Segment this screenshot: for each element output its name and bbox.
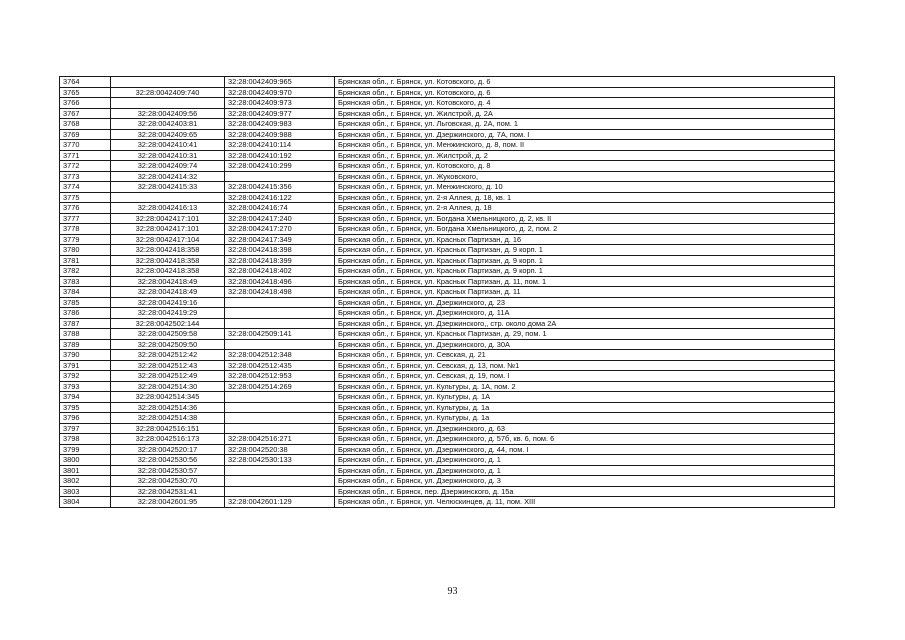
address-cell: Брянская обл., г. Брянск, ул. Дзержинского, д. 3 (335, 476, 835, 487)
table-row (60, 308, 835, 319)
row-number-cell: 3781 (60, 255, 111, 266)
object-cadastral-number-cell: 32:28:0042417:349 (225, 234, 335, 245)
object-cadastral-number-cell: 32:28:0042418:402 (225, 266, 335, 277)
row-number-cell: 3799 (60, 444, 111, 455)
row-number-cell: 3767 (60, 108, 111, 119)
object-cadastral-number-cell: 32:28:0042410:299 (225, 161, 335, 172)
address-cell: Брянская обл., г. Брянск, ул. Богдана Хмельницкого, д. 2, пом. 2 (335, 224, 835, 235)
cadastral-number-cell: 32:28:0042414:32 (111, 171, 225, 182)
cadastral-number-cell: 32:28:0042417:104 (111, 234, 225, 245)
table-row (60, 150, 835, 161)
object-cadastral-number-cell: 32:28:0042512:435 (225, 360, 335, 371)
address-cell: Брянская обл., г. Брянск, ул. Котовского, д. 8 (335, 161, 835, 172)
row-number-cell: 3773 (60, 171, 111, 182)
row-number-cell: 3782 (60, 266, 111, 277)
object-cadastral-number-cell (225, 465, 335, 476)
address-cell: Брянская обл., г. Брянск, ул. Дзержинского, д. 11А (335, 308, 835, 319)
object-cadastral-number-cell: 32:28:0042409:973 (225, 98, 335, 109)
table-row (60, 266, 835, 277)
object-cadastral-number-cell (225, 402, 335, 413)
cadastral-number-cell: 32:28:0042514:36 (111, 402, 225, 413)
object-cadastral-number-cell: 32:28:0042514:269 (225, 381, 335, 392)
object-cadastral-number-cell: 32:28:0042410:192 (225, 150, 335, 161)
object-cadastral-number-cell (225, 476, 335, 487)
object-cadastral-number-cell: 32:28:0042416:74 (225, 203, 335, 214)
cadastral-number-cell: 32:28:0042509:58 (111, 329, 225, 340)
cadastral-number-cell: 32:28:0042516:173 (111, 434, 225, 445)
address-cell: Брянская обл., г. Брянск, ул. Менжинского, д. 8, пом. II (335, 140, 835, 151)
table-row (60, 255, 835, 266)
row-number-cell: 3769 (60, 129, 111, 140)
address-cell: Брянская обл., г. Брянск, ул. Котовского, д. 6 (335, 87, 835, 98)
cadastral-number-cell: 32:28:0042417:101 (111, 224, 225, 235)
cadastral-number-cell: 32:28:0042416:13 (111, 203, 225, 214)
address-cell: Брянская обл., г. Брянск, ул. Дзержинского, д. 44, пом. I (335, 444, 835, 455)
row-number-cell: 3797 (60, 423, 111, 434)
table-row (60, 423, 835, 434)
address-cell: Брянская обл., г. Брянск, ул. Севская, д. 13, пом. №1 (335, 360, 835, 371)
cadastral-number-cell: 32:28:0042409:65 (111, 129, 225, 140)
row-number-cell: 3780 (60, 245, 111, 256)
table-row (60, 486, 835, 497)
table-row (60, 161, 835, 172)
address-cell: Брянская обл., г. Брянск, ул. Красных Партизан, д. 29, пом. 1 (335, 329, 835, 340)
row-number-cell: 3774 (60, 182, 111, 193)
table-row (60, 98, 835, 109)
row-number-cell: 3792 (60, 371, 111, 382)
address-cell: Брянская обл., г. Брянск, ул. Культуры, д. 1А, пом. 2 (335, 381, 835, 392)
cadastral-number-cell: 32:28:0042418:358 (111, 266, 225, 277)
table-row (60, 77, 835, 88)
cadastral-number-cell: 32:28:0042418:49 (111, 287, 225, 298)
cadastral-number-cell: 32:28:0042419:29 (111, 308, 225, 319)
object-cadastral-number-cell: 32:28:0042512:348 (225, 350, 335, 361)
table-row (60, 350, 835, 361)
table-row (60, 129, 835, 140)
cadastral-number-cell (111, 77, 225, 88)
object-cadastral-number-cell: 32:28:0042415:356 (225, 182, 335, 193)
cadastral-number-cell: 32:28:0042530:57 (111, 465, 225, 476)
address-cell: Брянская обл., г. Брянск, ул. Котовского, д. 6 (335, 77, 835, 88)
row-number-cell: 3795 (60, 402, 111, 413)
address-cell: Брянская обл., г. Брянск, ул. Красных Партизан, д. 11 (335, 287, 835, 298)
row-number-cell: 3784 (60, 287, 111, 298)
object-cadastral-number-cell: 32:28:0042409:977 (225, 108, 335, 119)
object-cadastral-number-cell: 32:28:0042418:399 (225, 255, 335, 266)
address-cell: Брянская обл., г. Брянск, ул. Культуры, д. 1а (335, 413, 835, 424)
cadastral-number-cell (111, 192, 225, 203)
address-cell: Брянская обл., г. Брянск, ул. Севская, д. 21 (335, 350, 835, 361)
object-cadastral-number-cell: 32:28:0042516:271 (225, 434, 335, 445)
object-cadastral-number-cell: 32:28:0042409:988 (225, 129, 335, 140)
cadastral-number-cell: 32:28:0042520:17 (111, 444, 225, 455)
row-number-cell: 3787 (60, 318, 111, 329)
address-cell: Брянская обл., г. Брянск, ул. Менжинского, д. 10 (335, 182, 835, 193)
object-cadastral-number-cell: 32:28:0042509:141 (225, 329, 335, 340)
row-number-cell: 3771 (60, 150, 111, 161)
table-row (60, 119, 835, 130)
address-cell: Брянская обл., г. Брянск, ул. Челюскинцев, д. 11, пом. XIII (335, 497, 835, 508)
object-cadastral-number-cell (225, 486, 335, 497)
table-row (60, 140, 835, 151)
cadastral-number-cell: 32:28:0042419:16 (111, 297, 225, 308)
table-row (60, 497, 835, 508)
address-cell: Брянская обл., г. Брянск, ул. Льговская, д. 2А, пом. 1 (335, 119, 835, 130)
row-number-cell: 3785 (60, 297, 111, 308)
address-cell: Брянская обл., г. Брянск, ул. Дзержинского, д. 57б, кв. 6, пом. 6 (335, 434, 835, 445)
address-cell: Брянская обл., г. Брянск, ул. Красных Партизан, д. 16 (335, 234, 835, 245)
cadastral-number-cell: 32:28:0042514:38 (111, 413, 225, 424)
cadastral-number-cell: 32:28:0042409:56 (111, 108, 225, 119)
table-row (60, 234, 835, 245)
row-number-cell: 3783 (60, 276, 111, 287)
object-cadastral-number-cell: 32:28:0042530:133 (225, 455, 335, 466)
table-row (60, 455, 835, 466)
cadastral-number-cell: 32:28:0042514:345 (111, 392, 225, 403)
table-row (60, 276, 835, 287)
cadastral-number-cell: 32:28:0042514:30 (111, 381, 225, 392)
table-row (60, 287, 835, 298)
address-cell: Брянская обл., г. Брянск, ул. 2-я Аллея, д. 18, кв. 1 (335, 192, 835, 203)
row-number-cell: 3789 (60, 339, 111, 350)
object-cadastral-number-cell (225, 392, 335, 403)
table-row (60, 434, 835, 445)
address-cell: Брянская обл., г. Брянск, ул. Богдана Хмельницкого, д. 2, кв. II (335, 213, 835, 224)
table-row (60, 87, 835, 98)
row-number-cell: 3779 (60, 234, 111, 245)
row-number-cell: 3764 (60, 77, 111, 88)
object-cadastral-number-cell (225, 413, 335, 424)
cadastral-number-cell: 32:28:0042601:95 (111, 497, 225, 508)
row-number-cell: 3802 (60, 476, 111, 487)
object-cadastral-number-cell: 32:28:0042418:498 (225, 287, 335, 298)
table-row (60, 381, 835, 392)
table-row (60, 413, 835, 424)
cadastral-number-cell: 32:28:0042417:101 (111, 213, 225, 224)
table-row (60, 444, 835, 455)
object-cadastral-number-cell: 32:28:0042409:970 (225, 87, 335, 98)
object-cadastral-number-cell: 32:28:0042416:122 (225, 192, 335, 203)
address-cell: Брянская обл., г. Брянск, ул. Красных Партизан, д. 9 корп. 1 (335, 245, 835, 256)
row-number-cell: 3765 (60, 87, 111, 98)
cadastral-number-cell: 32:28:0042512:49 (111, 371, 225, 382)
table-row (60, 476, 835, 487)
row-number-cell: 3793 (60, 381, 111, 392)
address-cell: Брянская обл., г. Брянск, ул. Жилстрой, д. 2 (335, 150, 835, 161)
table-row (60, 171, 835, 182)
page-number: 93 (447, 586, 458, 597)
object-cadastral-number-cell (225, 423, 335, 434)
row-number-cell: 3788 (60, 329, 111, 340)
cadastral-number-cell: 32:28:0042418:358 (111, 255, 225, 266)
row-number-cell: 3777 (60, 213, 111, 224)
object-cadastral-number-cell: 32:28:0042409:965 (225, 77, 335, 88)
row-number-cell: 3775 (60, 192, 111, 203)
address-cell: Брянская обл., г. Брянск, ул. Дзержинского, д. 30А (335, 339, 835, 350)
address-cell: Брянская обл., г. Брянск, ул. Дзержинского, д. 23 (335, 297, 835, 308)
address-cell: Брянская обл., г. Брянск, ул. Дзержинского, д. 7А, пом. I (335, 129, 835, 140)
table-row (60, 371, 835, 382)
row-number-cell: 3772 (60, 161, 111, 172)
cadastral-number-cell: 32:28:0042418:49 (111, 276, 225, 287)
address-cell: Брянская обл., г. Брянск, ул. Севская, д. 19, пом. I (335, 371, 835, 382)
row-number-cell: 3801 (60, 465, 111, 476)
object-cadastral-number-cell (225, 171, 335, 182)
row-number-cell: 3803 (60, 486, 111, 497)
object-cadastral-number-cell: 32:28:0042417:240 (225, 213, 335, 224)
row-number-cell: 3800 (60, 455, 111, 466)
object-cadastral-number-cell: 32:28:0042512:953 (225, 371, 335, 382)
table-row (60, 465, 835, 476)
row-number-cell: 3804 (60, 497, 111, 508)
cadastral-number-cell: 32:28:0042409:74 (111, 161, 225, 172)
cadastral-number-cell: 32:28:0042512:42 (111, 350, 225, 361)
table-row (60, 108, 835, 119)
object-cadastral-number-cell: 32:28:0042418:398 (225, 245, 335, 256)
row-number-cell: 3778 (60, 224, 111, 235)
object-cadastral-number-cell: 32:28:0042417:270 (225, 224, 335, 235)
object-cadastral-number-cell (225, 308, 335, 319)
cadastral-number-cell (111, 98, 225, 109)
address-cell: Брянская обл., г. Брянск, ул. Красных Партизан, д. 11, пом. 1 (335, 276, 835, 287)
table-row (60, 182, 835, 193)
object-cadastral-number-cell: 32:28:0042409:983 (225, 119, 335, 130)
property-registry-table (59, 76, 835, 508)
object-cadastral-number-cell (225, 297, 335, 308)
table-row (60, 224, 835, 235)
address-cell: Брянская обл., г. Брянск, ул. Культуры, д. 1а (335, 402, 835, 413)
cadastral-number-cell: 32:28:0042502:144 (111, 318, 225, 329)
address-cell: Брянская обл., г. Брянск, ул. Дзержинского, д. 63 (335, 423, 835, 434)
row-number-cell: 3790 (60, 350, 111, 361)
address-cell: Брянская обл., г. Брянск, ул. Красных Партизан, д. 9 корп. 1 (335, 266, 835, 277)
cadastral-number-cell: 32:28:0042418:358 (111, 245, 225, 256)
cadastral-number-cell: 32:28:0042530:70 (111, 476, 225, 487)
object-cadastral-number-cell: 32:28:0042520:38 (225, 444, 335, 455)
address-cell: Брянская обл., г. Брянск, ул. Красных Партизан, д. 9 корп. 1 (335, 255, 835, 266)
row-number-cell: 3796 (60, 413, 111, 424)
address-cell: Брянская обл., г. Брянск, ул. Культуры, д. 1А (335, 392, 835, 403)
table-row (60, 339, 835, 350)
table-row (60, 213, 835, 224)
table-row (60, 360, 835, 371)
table-row (60, 297, 835, 308)
table-row (60, 318, 835, 329)
row-number-cell: 3770 (60, 140, 111, 151)
object-cadastral-number-cell: 32:28:0042410:114 (225, 140, 335, 151)
table-row (60, 192, 835, 203)
cadastral-number-cell: 32:28:0042410:41 (111, 140, 225, 151)
object-cadastral-number-cell: 32:28:0042418:496 (225, 276, 335, 287)
address-cell: Брянская обл., г. Брянск, ул. 2-я Аллея, д. 18 (335, 203, 835, 214)
table-row (60, 392, 835, 403)
table-row (60, 402, 835, 413)
object-cadastral-number-cell (225, 339, 335, 350)
table-row (60, 329, 835, 340)
address-cell: Брянская обл., г. Брянск, ул. Дзержинского, д. 1 (335, 455, 835, 466)
cadastral-number-cell: 32:28:0042415:33 (111, 182, 225, 193)
row-number-cell: 3794 (60, 392, 111, 403)
row-number-cell: 3776 (60, 203, 111, 214)
address-cell: Брянская обл., г. Брянск, пер. Дзержинского, д. 15а (335, 486, 835, 497)
address-cell: Брянская обл., г. Брянск, ул. Жилстрой, д. 2А (335, 108, 835, 119)
address-cell: Брянская обл., г. Брянск, ул. Жуковского, (335, 171, 835, 182)
cadastral-number-cell: 32:28:0042409:740 (111, 87, 225, 98)
cadastral-number-cell: 32:28:0042516:151 (111, 423, 225, 434)
row-number-cell: 3786 (60, 308, 111, 319)
object-cadastral-number-cell (225, 318, 335, 329)
row-number-cell: 3766 (60, 98, 111, 109)
cadastral-number-cell: 32:28:0042403:81 (111, 119, 225, 130)
cadastral-number-cell: 32:28:0042530:56 (111, 455, 225, 466)
address-cell: Брянская обл., г. Брянск, ул. Дзержинского, д. 1 (335, 465, 835, 476)
row-number-cell: 3768 (60, 119, 111, 130)
address-cell: Брянская обл., г. Брянск, ул. Котовского, д. 4 (335, 98, 835, 109)
table-row (60, 245, 835, 256)
cadastral-number-cell: 32:28:0042512:43 (111, 360, 225, 371)
address-cell: Брянская обл., г. Брянск, ул. Дзержинского,, стр. около дома 2А (335, 318, 835, 329)
row-number-cell: 3791 (60, 360, 111, 371)
table-row (60, 203, 835, 214)
cadastral-number-cell: 32:28:0042531:41 (111, 486, 225, 497)
cadastral-number-cell: 32:28:0042410:31 (111, 150, 225, 161)
table-body (60, 77, 835, 508)
row-number-cell: 3798 (60, 434, 111, 445)
object-cadastral-number-cell: 32:28:0042601:129 (225, 497, 335, 508)
cadastral-number-cell: 32:28:0042509:50 (111, 339, 225, 350)
